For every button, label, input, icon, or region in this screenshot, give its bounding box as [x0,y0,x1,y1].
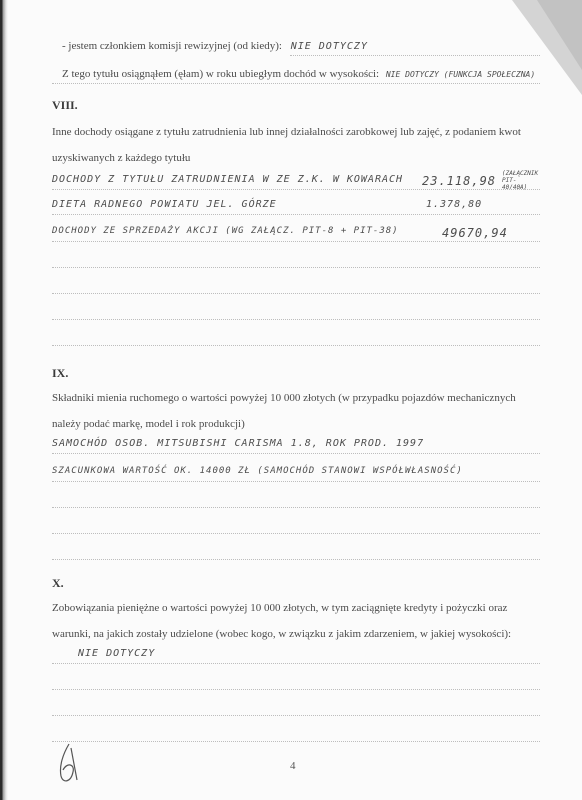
section-viii-heading: VIII. [52,98,78,112]
folded-corner-shadow [537,0,582,70]
income-entry-desc: DOCHODY ZE SPRZEDAŻY AKCJI (WG ZAŁĄCZ. PIT-8 + PIT-38) [52,226,399,236]
income-label: Z tego tytułu osiągnąłem (ęłam) w roku ubiegłym dochód w wysokości: [62,68,380,80]
income-entry-amount: 49670,94 [442,226,508,240]
dotted-line [52,506,540,508]
commission-member-label: - jestem członkiem komisji rewizyjnej (od kiedy): [62,40,282,52]
dotted-line [52,452,540,454]
scan-binding-edge [0,0,8,800]
dotted-line [52,318,540,320]
section-x-text-1: Zobowiązania pieniężne o wartości powyżej 10 000 złotych, w tym zaciągnięte kredyty i pożyczki oraz [52,602,508,614]
dotted-line [52,344,540,346]
section-x-text-2: warunki, na jakich zostały udzielone (wobec kogo, w związku z jakim zdarzeniem, w jakiej wysokości): [52,628,512,640]
dotted-line [52,532,540,534]
section-viii-text-2: uzyskiwanych z każdego tytułu [52,152,191,164]
dotted-line [52,714,540,716]
dotted-line [52,662,540,664]
section-x-heading: X. [52,576,64,590]
commission-member-line [62,40,368,52]
dotted-line [290,54,540,56]
income-value: NIE DOTYCZY (FUNKCJA SPOŁECZNA) [385,70,536,79]
section-ix-text-2: należy podać markę, model i rok produkcji) [52,418,245,430]
income-entry-amount: 1.378,80 [426,199,483,210]
income-line [62,68,535,80]
dotted-line [52,558,540,560]
movable-asset-entry: SAMOCHÓD OSOB. MITSUBISHI CARISMA 1.8, ROK PROD. 1997 [52,438,425,449]
page-number: 4 [290,760,296,772]
section-viii-text-1: Inne dochody osiągane z tytułu zatrudnienia lub innej działalności zarobkowej lub zajęć, z podaniem kwot [52,126,521,138]
signature-mark [55,742,85,787]
dotted-line [52,480,540,482]
dotted-line [52,266,540,268]
dotted-line [52,213,540,215]
dotted-line [52,292,540,294]
dotted-line [52,188,540,190]
section-ix-text-1: Składniki mienia ruchomego o wartości powyżej 10 000 złotych (w przypadku pojazdów mechanicznych [52,392,516,404]
dotted-line [52,740,540,742]
liability-entry: NIE DOTYCZY [78,648,156,659]
dotted-line [52,82,540,84]
dotted-line [52,688,540,690]
section-ix-heading: IX. [52,366,69,380]
income-entry-amount: 23.118,98 [422,174,497,188]
income-entry-desc: DIETA RADNEGO POWIATU JEL. GÓRZE [52,199,277,210]
movable-asset-entry: SZACUNKOWA WARTOŚĆ OK. 14000 ZŁ (SAMOCHÓD STANOWI WSPÓŁWŁASNOŚĆ) [52,466,463,476]
income-entry-note: (ZAŁĄCZNIK PIT-40/40A) [502,170,539,191]
commission-member-value: NIE DOTYCZY [290,41,368,52]
dotted-line [52,240,540,242]
income-entry-desc: DOCHODY Z TYTUŁU ZATRUDNIENIA W ZE Z.K. W KOWARACH [52,174,404,185]
